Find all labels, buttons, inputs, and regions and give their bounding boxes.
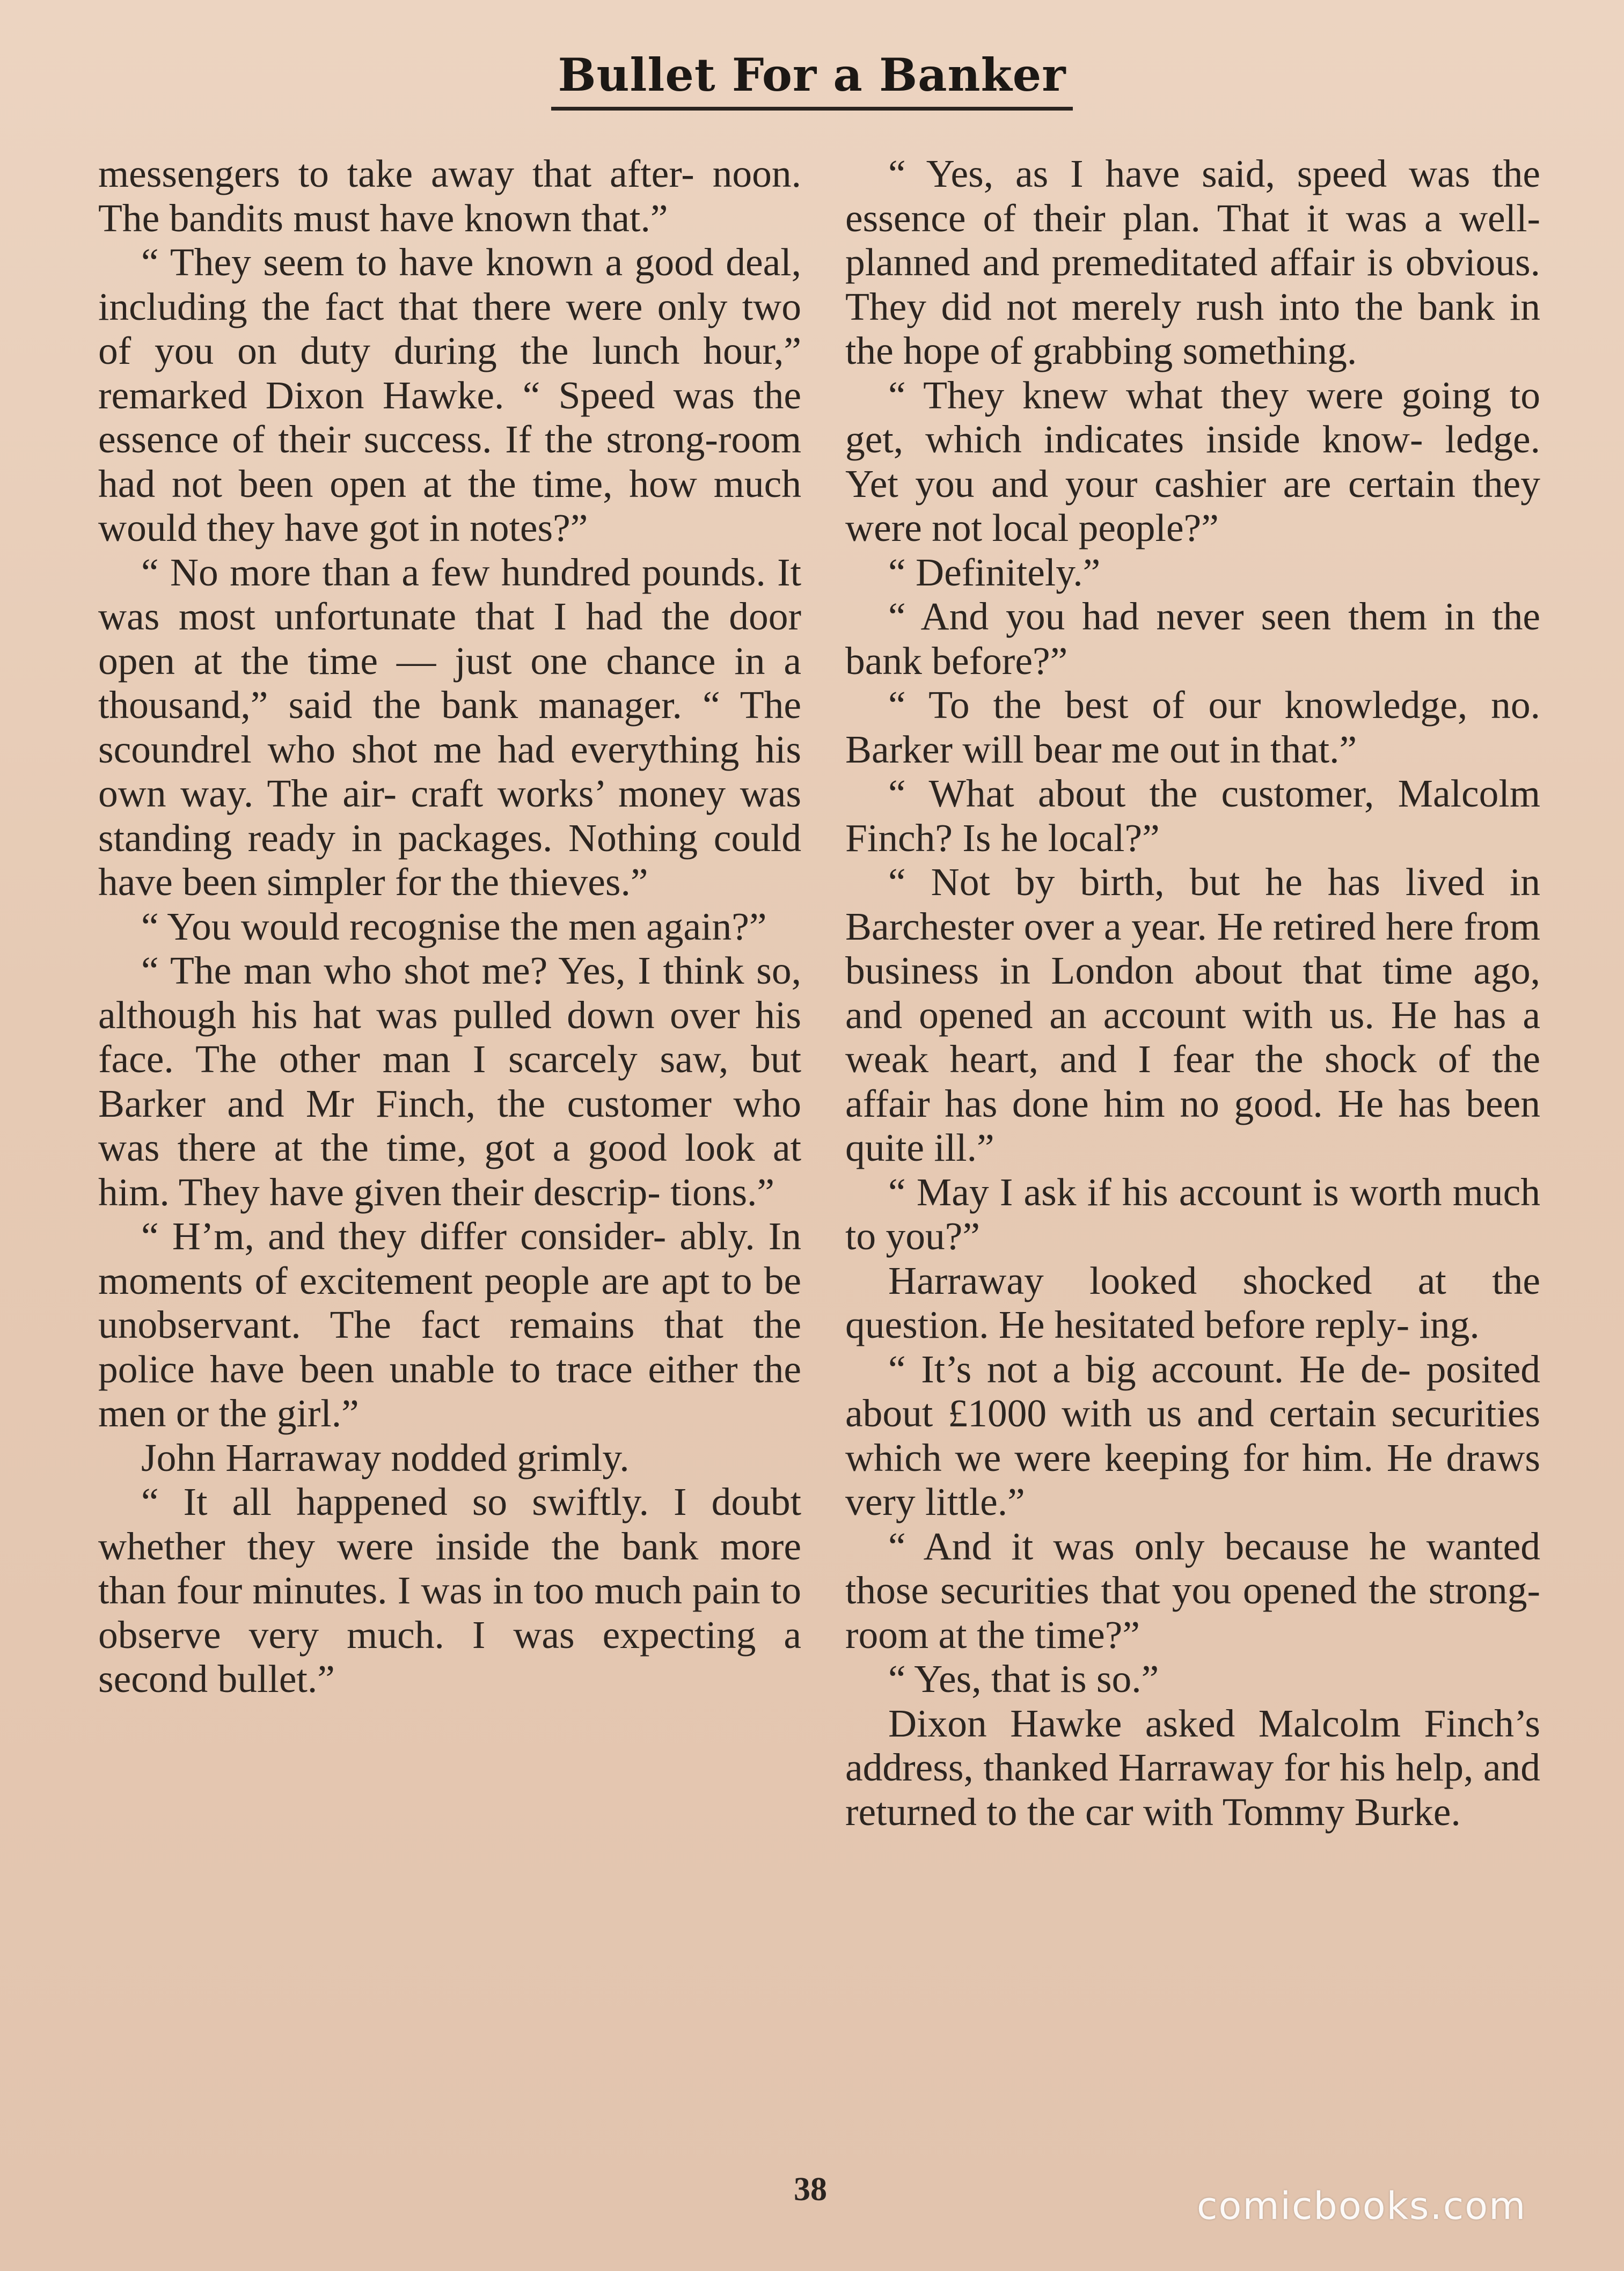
paragraph: “ And you had never seen them in the bank before?” — [845, 595, 1540, 683]
paragraph: “ They seem to have known a good deal, including the fact that there were only two of you on duty during the lunch hour,” remarked Dixon Hawke. “ Speed was the essence of their success. If the strong-room had not been open at the time, how much would they have got in notes?” — [98, 240, 801, 550]
watermark: comicbooks.com — [1197, 2184, 1527, 2228]
page-header — [0, 48, 1624, 111]
paragraph: “ They knew what they were going to get, which indicates inside know- ledge. Yet you and your cashier are certain they were not local people?” — [845, 373, 1540, 550]
paragraph: “ The man who shot me? Yes, I think so, although his hat was pulled down over his face. The other man I scarcely saw, but Barker and Mr Finch, the customer who was there at the time, got a good look at him. They have given their descrip- tions.” — [98, 949, 801, 1214]
paragraph: “ It’s not a big account. He de- posited about £1000 with us and certain securities which we were keeping for him. He draws very little.” — [845, 1347, 1540, 1523]
paragraph: “ What about the customer, Malcolm Finch? Is he local?” — [845, 772, 1540, 860]
paragraph: “ Yes, as I have said, speed was the essence of their plan. That it was a well-planned and premeditated affair is obvious. They did not merely rush into the bank in the hope of grabbing something. — [845, 152, 1540, 372]
paragraph: “ Definitely.” — [888, 550, 1101, 594]
paragraph: “ To the best of our knowledge, no. Barker will bear me out in that.” — [845, 683, 1540, 771]
paragraph: “ It all happened so swiftly. I doubt whether they were inside the bank more than four minutes. I was in too much pain to observe very much. I was expecting a second bullet.” — [98, 1480, 801, 1701]
left-column — [98, 152, 801, 1702]
paragraph: Harraway looked shocked at the question. He hesitated before reply- ing. — [845, 1258, 1540, 1346]
paragraph: “ Yes, that is so.” — [888, 1657, 1159, 1701]
paragraph: “ You would recognise the men again?” — [141, 904, 767, 948]
paragraph: “ H’m, and they differ consider- ably. In moments of excitement people are apt to be unobservant. The fact remains that the police have been unable to trace either the men or the girl.” — [98, 1214, 801, 1435]
paragraph: Dixon Hawke asked Malcolm Finch’s address, thanked Harraway for his help, and returned to the car with Tommy Burke. — [845, 1701, 1540, 1834]
paragraph: “ And it was only because he wanted those securities that you opened the strong-room at the time?” — [845, 1524, 1540, 1657]
paragraph: “ No more than a few hundred pounds. It was most unfortunate that I had the door open at the time — just one chance in a thousand,” said the bank manager. “ The scoundrel who shot me had everything his own way. The air- craft works’ money was standing ready in packages. Nothing could have been simpler for the thieves.” — [98, 550, 801, 904]
paragraph: messengers to take away that after- noon. The bandits must have known that.” — [98, 152, 801, 240]
paragraph: “ May I ask if his account is worth much to you?” — [845, 1170, 1540, 1258]
paragraph: John Harraway nodded grimly. — [141, 1435, 630, 1479]
paragraph: “ Not by birth, but he has lived in Barchester over a year. He retired here from business in London about that time ago, and opened an account with us. He has a weak heart, and I fear the shock of the affair has done him no good. He has been quite ill.” — [845, 860, 1540, 1169]
page-number: 38 — [794, 2171, 827, 2208]
story-title: Bullet For a Banker — [551, 48, 1072, 111]
right-column — [845, 152, 1540, 1834]
